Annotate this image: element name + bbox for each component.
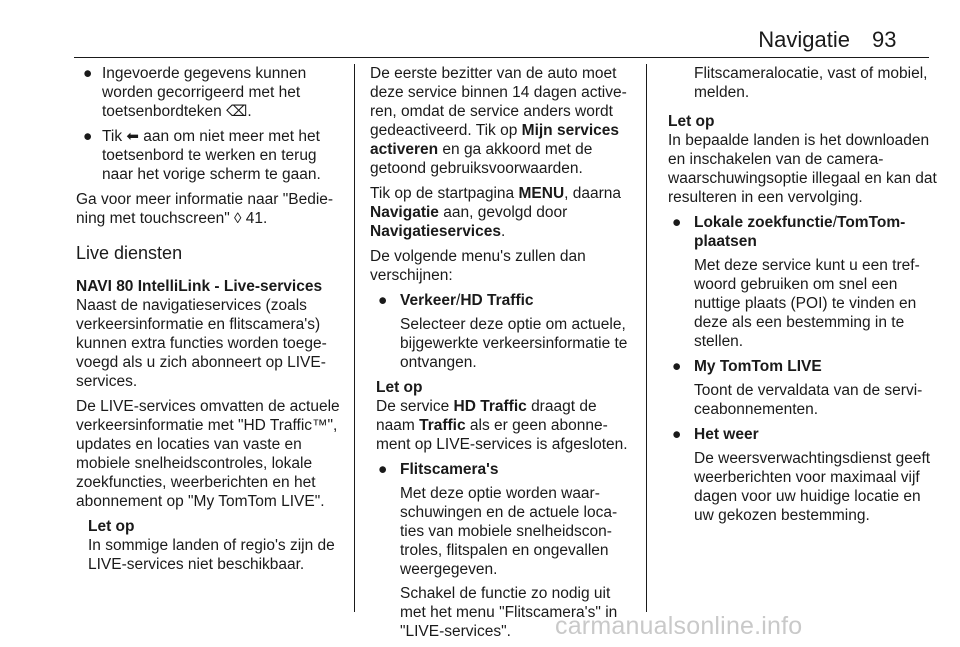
header-divider: [74, 57, 929, 58]
bullet-icon: ●: [378, 461, 388, 478]
paragraph: Naast de navigatieservices (zoals verkeersinformatie en flitscamera's) kunnen extra functies worden toegevoegd als u zich abonneert op LIVE-services.: [76, 297, 327, 390]
list-item: ● Flitscamera's Met deze optie worden waarschuwingen en de actuele locaties van mobiele snelheidscontroles, flitspalen en ongevallen weergegeven. Schakel de functie zo nodig uit met het menu "Flitscamera's" in "LIVE-services".: [378, 461, 618, 640]
note-box: [76, 517, 342, 574]
backspace-icon: ⌫: [226, 103, 248, 120]
bullet-icon: ●: [672, 214, 682, 231]
paragraph: De eerste bezitter van de auto moet deze service binnen 14 dagen activeren, omdat de service anders wordt gedeactiveerd. Tik op Mijn services activeren en ga akkoord met de getoond gebruiksvoorwaarden.: [370, 65, 627, 177]
note-title: Let op: [376, 379, 423, 396]
list-item: ● Lokale zoekfunctie/TomTom-plaatsen Met deze service kunt u een trefwoord gebruiken om snel een nuttige plaats (POI) te vinden en deze als een bestemming in te stellen.: [672, 214, 920, 350]
page-number: 93: [872, 27, 897, 52]
paragraph: Tik op de startpagina MENU, daarna Navigatie aan, gevolgd door Navigatieservices.: [370, 185, 622, 240]
column-2: [370, 64, 634, 647]
list-item: ● Het weer De weersverwachtingsdienst geeft weerberichten voor maximaal vijf dagen voor uw huidige locatie en uw gekozen bestemming.: [672, 426, 931, 524]
bullet-icon: ●: [672, 426, 682, 443]
subsection-heading: NAVI 80 IntelliLink - Live-services: [76, 278, 323, 295]
paragraph: De volgende menu's zullen dan verschijnen:: [370, 248, 586, 284]
paragraph: De LIVE-services omvatten de actuele verkeersinformatie met "HD Traffic™", updates en locaties van vaste en mobiele snelheidscontroles, lokale zoekfuncties, weerberichten en het abonnement op "My TomTom LIVE".: [76, 398, 340, 510]
bullet-icon: ●: [83, 65, 93, 82]
list-item: ● My TomTom LIVE Toont de vervaldata van de serviceabonnementen.: [672, 358, 923, 418]
list-item: ● Tik ⬅ aan om niet meer met het toetsenbord te werken en terug naar het vorige scherm te gaan.: [83, 128, 321, 183]
note-text: De service HD Traffic draagt de naam Traffic als er geen abonnement op LIVE-services is afgesloten.: [376, 398, 628, 453]
continued-text: Flitscameralocatie, vast of mobiel, melden.: [694, 65, 928, 101]
note-box: [370, 378, 634, 454]
note-text: In sommige landen of regio's zijn de LIVE-services niet beschikbaar.: [88, 537, 335, 573]
note-title: Let op: [668, 113, 715, 130]
note-title: Let op: [88, 518, 135, 535]
page-title: Navigatie: [758, 27, 850, 52]
note-box: [668, 112, 944, 207]
reference-icon: ◊: [234, 210, 242, 227]
watermark: carmanualsonline.info: [555, 612, 803, 640]
note-text: In bepaalde landen is het downloaden en inschakelen van de camerawaarschuwingsoptie illegaal en kan dat resulteren in een vervolging.: [668, 132, 937, 206]
page-reference: 41.: [245, 210, 268, 227]
paragraph: Ga voor meer informatie naar "Bediening met touchscreen" ◊ 41.: [76, 191, 334, 227]
column-3: [668, 64, 944, 531]
page-header: [0, 27, 960, 57]
back-arrow-icon: ⬅: [126, 128, 139, 145]
column-1: [76, 64, 342, 574]
bullet-icon: ●: [378, 292, 388, 309]
bullet-icon: ●: [672, 358, 682, 375]
section-heading: Live diensten: [76, 243, 183, 263]
column-divider-2: [646, 64, 647, 612]
list-item: ● Verkeer/HD Traffic Selecteer deze optie om actuele, bijgewerkte verkeersinformatie te ontvangen.: [378, 292, 628, 371]
bullet-icon: ●: [83, 128, 93, 145]
list-item: ● Ingevoerde gegevens kunnen worden gecorrigeerd met het toetsenbordteken ⌫.: [83, 65, 307, 120]
column-divider-1: [354, 64, 355, 612]
